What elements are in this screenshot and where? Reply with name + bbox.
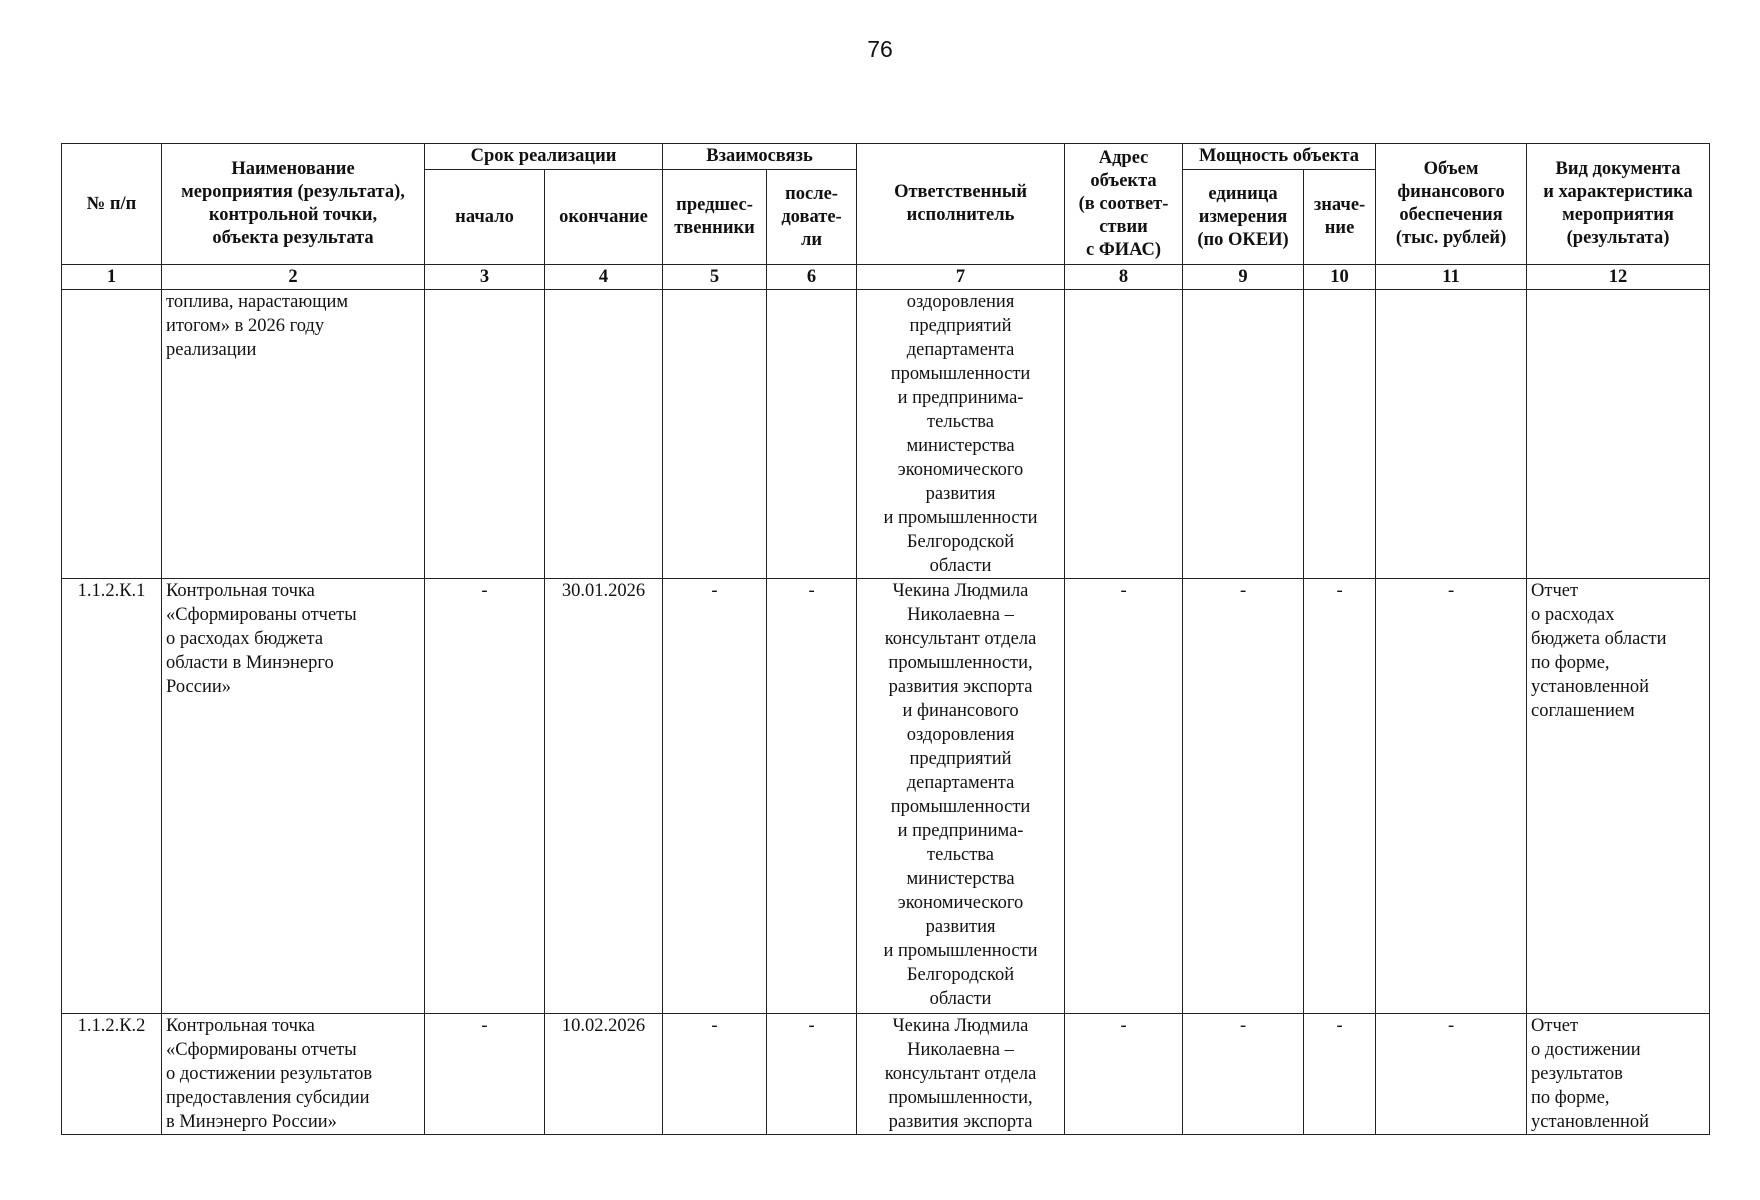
header-predecessors: предшес- твенники <box>663 170 767 265</box>
header-capacity-group: Мощность объекта <box>1183 144 1376 170</box>
row-responsible: Чекина Людмила Николаевна – консультант отдела промышленности, развития экспорта и финансового оздоровления предприятий департамента промышленности и предпринима- тельства министерства экономического развития и промышленности Белгородской области <box>857 579 1065 1014</box>
column-numbers-row <box>62 265 1710 290</box>
header-value: значе- ние <box>1304 170 1376 265</box>
column-number: 9 <box>1183 265 1304 290</box>
column-number: 2 <box>162 265 425 290</box>
column-number: 6 <box>767 265 857 290</box>
row-successors: - <box>767 579 857 1014</box>
row-document <box>1527 290 1710 579</box>
row-value: - <box>1304 579 1376 1014</box>
row-address <box>1065 290 1183 579</box>
header-name: Наименование мероприятия (результата), контрольной точки, объекта результата <box>162 144 425 265</box>
column-number: 5 <box>663 265 767 290</box>
row-document: Отчет о расходах бюджета области по форме, установленной соглашением <box>1527 579 1710 1014</box>
header-responsible: Ответственный исполнитель <box>857 144 1065 265</box>
table-row <box>62 579 1710 1014</box>
row-end <box>545 290 663 579</box>
row-id: 1.1.2.К.1 <box>62 579 162 1014</box>
column-number: 12 <box>1527 265 1710 290</box>
header-start: начало <box>425 170 545 265</box>
row-address: - <box>1065 1014 1183 1135</box>
row-unit <box>1183 290 1304 579</box>
activity-plan-table <box>61 143 1710 1135</box>
row-id <box>62 290 162 579</box>
table-row <box>62 1014 1710 1135</box>
row-value: - <box>1304 1014 1376 1135</box>
row-value <box>1304 290 1376 579</box>
row-address: - <box>1065 579 1183 1014</box>
header-volume: Объем финансового обеспечения (тыс. рублей) <box>1376 144 1527 265</box>
header-document: Вид документа и характеристика мероприятия (результата) <box>1527 144 1710 265</box>
row-name: топлива, нарастающим итогом» в 2026 году реализации <box>162 290 425 579</box>
row-responsible: оздоровления предприятий департамента промышленности и предпринима- тельства министерства экономического развития и промышленности Белгородской области <box>857 290 1065 579</box>
header-row-1 <box>62 144 1710 170</box>
row-volume: - <box>1376 1014 1527 1135</box>
column-number: 11 <box>1376 265 1527 290</box>
row-responsible: Чекина Людмила Николаевна – консультант отдела промышленности, развития экспорта <box>857 1014 1065 1135</box>
header-address: Адрес объекта (в соответ- ствии с ФИАС) <box>1065 144 1183 265</box>
row-predecessors: - <box>663 1014 767 1135</box>
header-number: № п/п <box>62 144 162 265</box>
row-start: - <box>425 1014 545 1135</box>
row-id: 1.1.2.К.2 <box>62 1014 162 1135</box>
row-volume <box>1376 290 1527 579</box>
row-name: Контрольная точка «Сформированы отчеты о достижении результатов предоставления субсидии в Минэнерго России» <box>162 1014 425 1135</box>
column-number: 4 <box>545 265 663 290</box>
row-start <box>425 290 545 579</box>
header-term-group: Срок реализации <box>425 144 663 170</box>
table-row <box>62 290 1710 579</box>
row-document: Отчет о достижении результатов по форме, установленной <box>1527 1014 1710 1135</box>
row-successors: - <box>767 1014 857 1135</box>
column-number: 8 <box>1065 265 1183 290</box>
row-name: Контрольная точка «Сформированы отчеты о расходах бюджета области в Минэнерго России» <box>162 579 425 1014</box>
header-unit: единица измерения (по ОКЕИ) <box>1183 170 1304 265</box>
column-number: 3 <box>425 265 545 290</box>
header-link-group: Взаимосвязь <box>663 144 857 170</box>
row-predecessors: - <box>663 579 767 1014</box>
row-start: - <box>425 579 545 1014</box>
header-end: окончание <box>545 170 663 265</box>
page-number: 76 <box>867 36 893 62</box>
row-volume: - <box>1376 579 1527 1014</box>
header-successors: после- довате- ли <box>767 170 857 265</box>
column-number: 1 <box>62 265 162 290</box>
row-unit: - <box>1183 579 1304 1014</box>
row-predecessors <box>663 290 767 579</box>
column-number: 10 <box>1304 265 1376 290</box>
row-successors <box>767 290 857 579</box>
row-unit: - <box>1183 1014 1304 1135</box>
row-end: 10.02.2026 <box>545 1014 663 1135</box>
column-number: 7 <box>857 265 1065 290</box>
row-end: 30.01.2026 <box>545 579 663 1014</box>
